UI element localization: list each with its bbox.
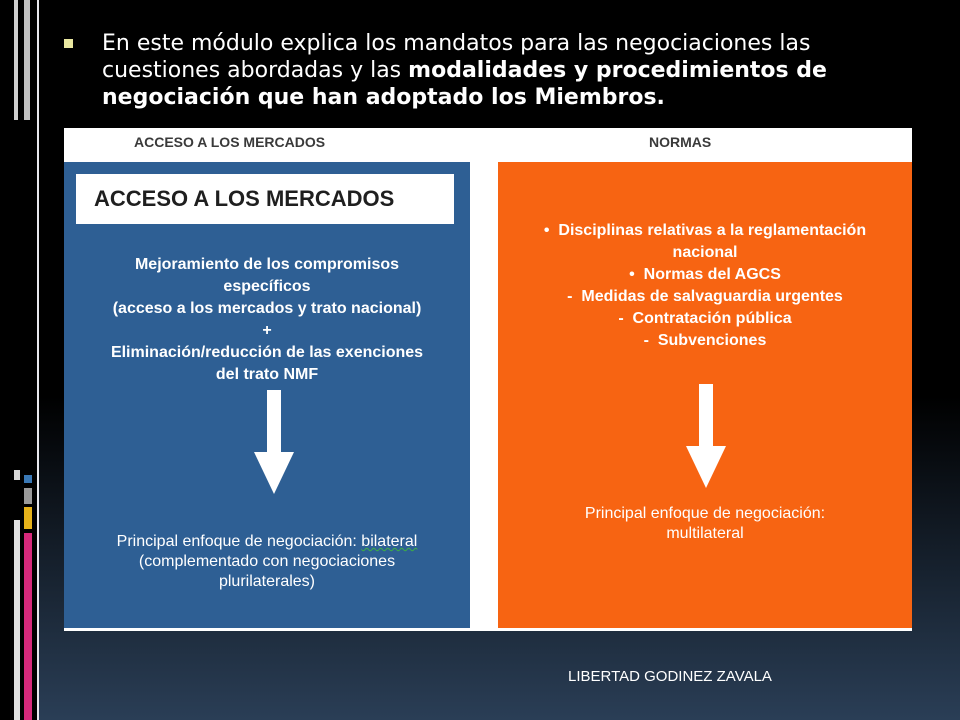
deco-bar-magenta: [24, 533, 32, 720]
exemptions-line-2: del trato NMF: [215, 366, 319, 383]
bullet-dot-icon: •: [629, 266, 635, 283]
bullet-text: [102, 30, 924, 111]
rules-item-2: [498, 264, 912, 286]
deco-bar-white-1: [14, 470, 20, 480]
deco-bar-yellow: [24, 507, 32, 529]
rules-panel: [498, 162, 912, 628]
deco-top-strip-2: [24, 0, 30, 120]
rules-sub-3: [498, 330, 912, 352]
rules-item-1-line-2: nacional: [672, 244, 738, 261]
left-approach-line-2: (complementado con negociaciones: [138, 553, 396, 570]
down-arrow-icon-right: [686, 384, 726, 488]
rules-sub-3-text: Subvenciones: [657, 332, 767, 349]
commitments-line-2: específicos: [223, 278, 311, 295]
left-edge-line: [37, 0, 39, 720]
left-approach-prefix: Principal enfoque de negociación:: [116, 533, 362, 550]
header-left: ACCESO A LOS MERCADOS: [134, 134, 326, 150]
dash-icon: -: [567, 288, 573, 305]
left-approach-value: bilateral: [361, 533, 418, 550]
right-approach-line-2: multilateral: [666, 525, 744, 542]
right-approach-line-1: Principal enfoque de negociación:: [584, 505, 826, 522]
right-approach-block: [498, 504, 912, 544]
deco-bar-gray: [24, 488, 32, 504]
dash-icon: -: [643, 332, 649, 349]
market-access-panel: [64, 162, 470, 628]
down-arrow-icon-left: [254, 390, 294, 494]
rules-item-1-line-1: Disciplinas relativas a la reglamentación: [558, 222, 867, 239]
negotiation-figure: [64, 128, 912, 631]
left-approach-line-1: [64, 532, 470, 552]
bullet-text-intro: En este módulo explica los mandatos para las negociaciones las cuestiones abordadas y las: [102, 31, 811, 83]
commitments-block: [64, 254, 470, 386]
rules-item-1: [498, 220, 912, 242]
rules-sub-2: [498, 308, 912, 330]
rules-item-2-text: Normas del AGCS: [643, 266, 781, 283]
rules-sub-1-text: Medidas de salvaguardia urgentes: [581, 288, 843, 305]
commitments-line-3: (acceso a los mercados y trato nacional): [112, 300, 422, 317]
market-access-title: ACCESO A LOS MERCADOS: [94, 186, 395, 211]
bullet-square-icon: [64, 39, 73, 48]
bullet-text-bold: modalidades y procedimientos de negociación que han adoptado los Miembros.: [102, 58, 827, 110]
exemptions-line-1: Eliminación/reducción de las exenciones: [110, 344, 424, 361]
left-approach-block: [64, 532, 470, 592]
rules-sub-1: [498, 286, 912, 308]
rules-sub-2-text: Contratación pública: [632, 310, 792, 327]
left-approach-line-3: plurilaterales): [218, 573, 316, 590]
deco-bar-white-2: [14, 520, 20, 720]
plus-sign: +: [262, 322, 272, 339]
commitments-line-1: Mejoramiento de los compromisos: [134, 256, 400, 273]
bullet-dot-icon: •: [543, 222, 550, 239]
bullet-row: [64, 30, 924, 111]
rules-list: [498, 220, 912, 352]
header-right: NORMAS: [649, 134, 712, 150]
footer-author: LIBERTAD GODINEZ ZAVALA: [568, 668, 772, 685]
deco-bar-blue: [24, 475, 32, 483]
dash-icon: -: [618, 310, 624, 327]
deco-top-strip-1: [14, 0, 18, 120]
market-access-title-box: [76, 174, 454, 224]
